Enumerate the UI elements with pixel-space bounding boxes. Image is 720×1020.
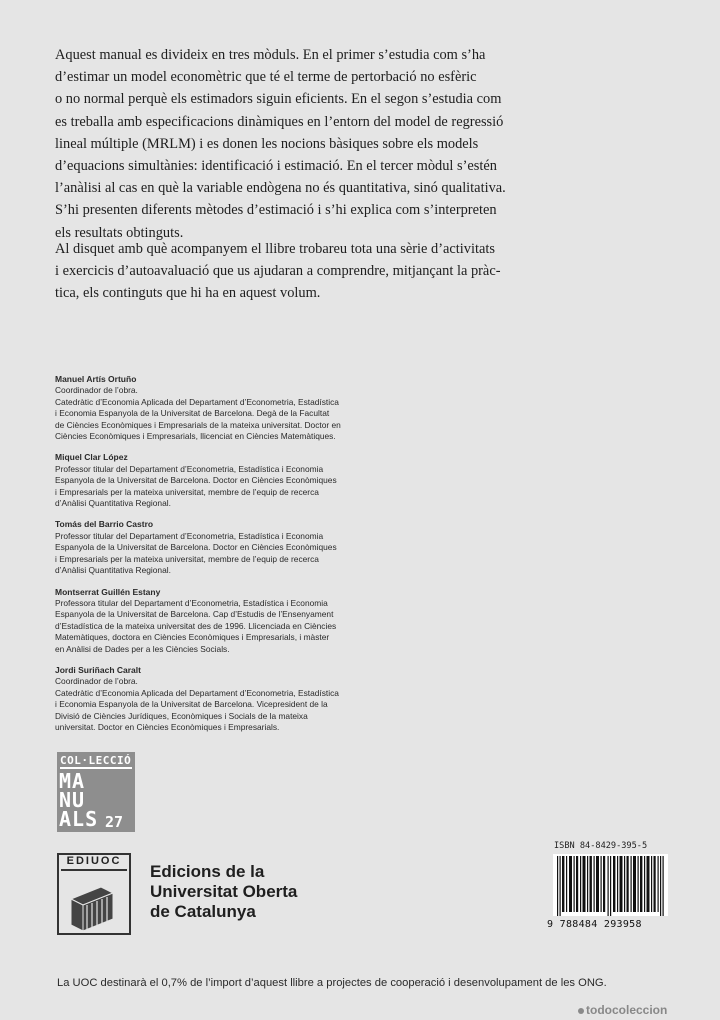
author-name: Tomás del Barrio Castro (55, 519, 154, 530)
author-bio-line: d’Estadística de la mateixa universitat des de 1996. Llicenciada en Ciències (55, 620, 337, 631)
author-bio-line: universitat. Doctor en Ciències Econòmiques i Empresarials. (55, 721, 280, 732)
author-name: Montserrat Guillén Estany (55, 586, 161, 597)
intro-line: Aquest manual es divideix en tres mòduls. En el primer s’estudia com s’ha (55, 47, 486, 63)
author-entry (55, 519, 385, 576)
author-bio-line: i Economia Espanyola de la Universitat de Barcelona. Degà de la Facultat (55, 408, 330, 419)
author-bio-line: d’Anàlisi Quantitativa Regional. (55, 498, 171, 509)
author-entry (55, 452, 385, 509)
author-entry (55, 665, 385, 733)
author-bio-line: Professora titular del Departament d’Econometria, Estadística i Economia (55, 597, 328, 608)
series-word: NU (59, 788, 86, 812)
series-number: 27 (105, 813, 124, 831)
watermark-dot-icon (578, 1008, 584, 1014)
intro-line: Al disquet amb què acompanyem el llibre trobareu tota una sèrie d’activitats (55, 241, 495, 257)
intro-line: d’estimar un model economètric que té el terme de pertorbació no esfèric (55, 69, 477, 86)
publisher-name (150, 862, 297, 922)
series-word: MA (59, 769, 86, 793)
series-label: COL·LECCIÓ (60, 754, 132, 767)
publisher-acronym: EDIUOC (66, 855, 122, 867)
publisher-name-line: Universitat Oberta (150, 882, 298, 901)
author-bio-line: Divisió de Ciències Jurídiques, Econòmiques i Socials de la mateixa (55, 710, 308, 721)
intro-line: l’anàlisi al cas en què la variable endògena no és quantitativa, sinó qualitativa. (55, 180, 506, 197)
author-bio-line: en Anàlisi de Dades per a les Ciències Socials. (55, 643, 230, 654)
author-name: Manuel Artís Ortuño (55, 374, 137, 384)
author-bio-line: Ciències Econòmiques i Empresarials, llicenciat en Ciències Matemàtiques. (55, 431, 336, 442)
stacked-books-icon (57, 853, 135, 937)
author-bio-line: Espanyola de la Universitat de Barcelona. Doctor en Ciències Econòmiques (55, 542, 337, 553)
author-bio-line: Espanyola de la Universitat de Barcelona. Cap d’Estudis de l’Ensenyament (55, 609, 334, 620)
author-bio-line: d’Anàlisi Quantitativa Regional. (55, 565, 171, 576)
author-bio-line: Espanyola de la Universitat de Barcelona. Doctor en Ciències Econòmiques (55, 475, 337, 486)
cooperation-note: La UOC destinarà el 0,7% de l’import d’aquest llibre a projectes de cooperació i desenvolupament de les ONG. (57, 977, 607, 989)
series-logo (57, 752, 135, 832)
author-bio-line: i Empresarials per la mateixa universitat, membre de l’equip de recerca (55, 553, 319, 564)
barcode (553, 854, 668, 916)
intro-line: S’hi presenten diferents mètodes d’estimació i s’hi explica com s’interpreten (55, 202, 497, 219)
intro-line: lineal múltiple (MRLM) i es donen les nocions bàsiques sobre els models (55, 135, 479, 152)
publisher-logo (57, 853, 135, 937)
watermark-text: todocoleccion (586, 1003, 668, 1017)
intro-paragraph-2 (55, 238, 660, 305)
author-bio-line: Professor titular del Departament d’Econometria, Estadística i Economia (55, 530, 324, 541)
intro-line: o no normal perquè els estimadors siguin eficients. En el segon s’estudia com (55, 91, 502, 108)
author-bio-line: Coordinador de l’obra. (55, 385, 138, 396)
author-bio-line: i Economia Espanyola de la Universitat de Barcelona. Vicepresident de la (55, 699, 328, 710)
author-entry (55, 374, 385, 442)
intro-paragraph-1 (55, 44, 660, 244)
intro-line: tica, els continguts que hi ha en aquest volum. (55, 285, 321, 302)
author-list (55, 374, 385, 743)
intro-line: i exercicis d’autoavaluació que us ajudaran a comprendre, mitjançant la pràc- (55, 263, 501, 280)
publisher-name-line: de Catalunya (150, 902, 256, 921)
author-name: Jordi Suriñach Caralt (55, 664, 141, 675)
publisher-name-line: Edicions de la (150, 862, 265, 881)
barcode-digits: 9 788484 293958 (547, 919, 642, 930)
author-name: Miquel Clar López (55, 452, 128, 463)
isbn-label: ISBN 84-8429-395-5 (554, 841, 648, 851)
author-entry (55, 587, 385, 655)
author-bio-line: Catedràtic d’Economia Aplicada del Departament d’Econometria, Estadística (55, 396, 339, 407)
intro-line: es treballa amb especificacions dinàmiques en l’entorn del model de regressió (55, 113, 504, 130)
series-word: ALS (59, 807, 99, 831)
author-bio-line: Coordinador de l’obra. (55, 676, 138, 687)
author-bio-line: Matemàtiques, doctora en Ciències Econòmiques i Empresarials, i màster (55, 632, 330, 643)
intro-line: els resultats obtinguts. (55, 224, 184, 241)
author-bio-line: Catedràtic d’Economia Aplicada del Departament d’Econometria, Estadística (55, 687, 339, 698)
intro-line: d’equacions simultànies: identificació i estimació. En el tercer mòdul s’estén (55, 158, 497, 175)
author-bio-line: i Empresarials per la mateixa universitat, membre de l’equip de recerca (55, 486, 319, 497)
barcode-bars (553, 854, 668, 916)
author-bio-line: de Ciències Econòmiques i Empresarials de la mateixa universitat. Doctor en (55, 419, 341, 430)
author-bio-line: Professor titular del Departament d’Econometria, Estadística i Economia (55, 463, 324, 474)
